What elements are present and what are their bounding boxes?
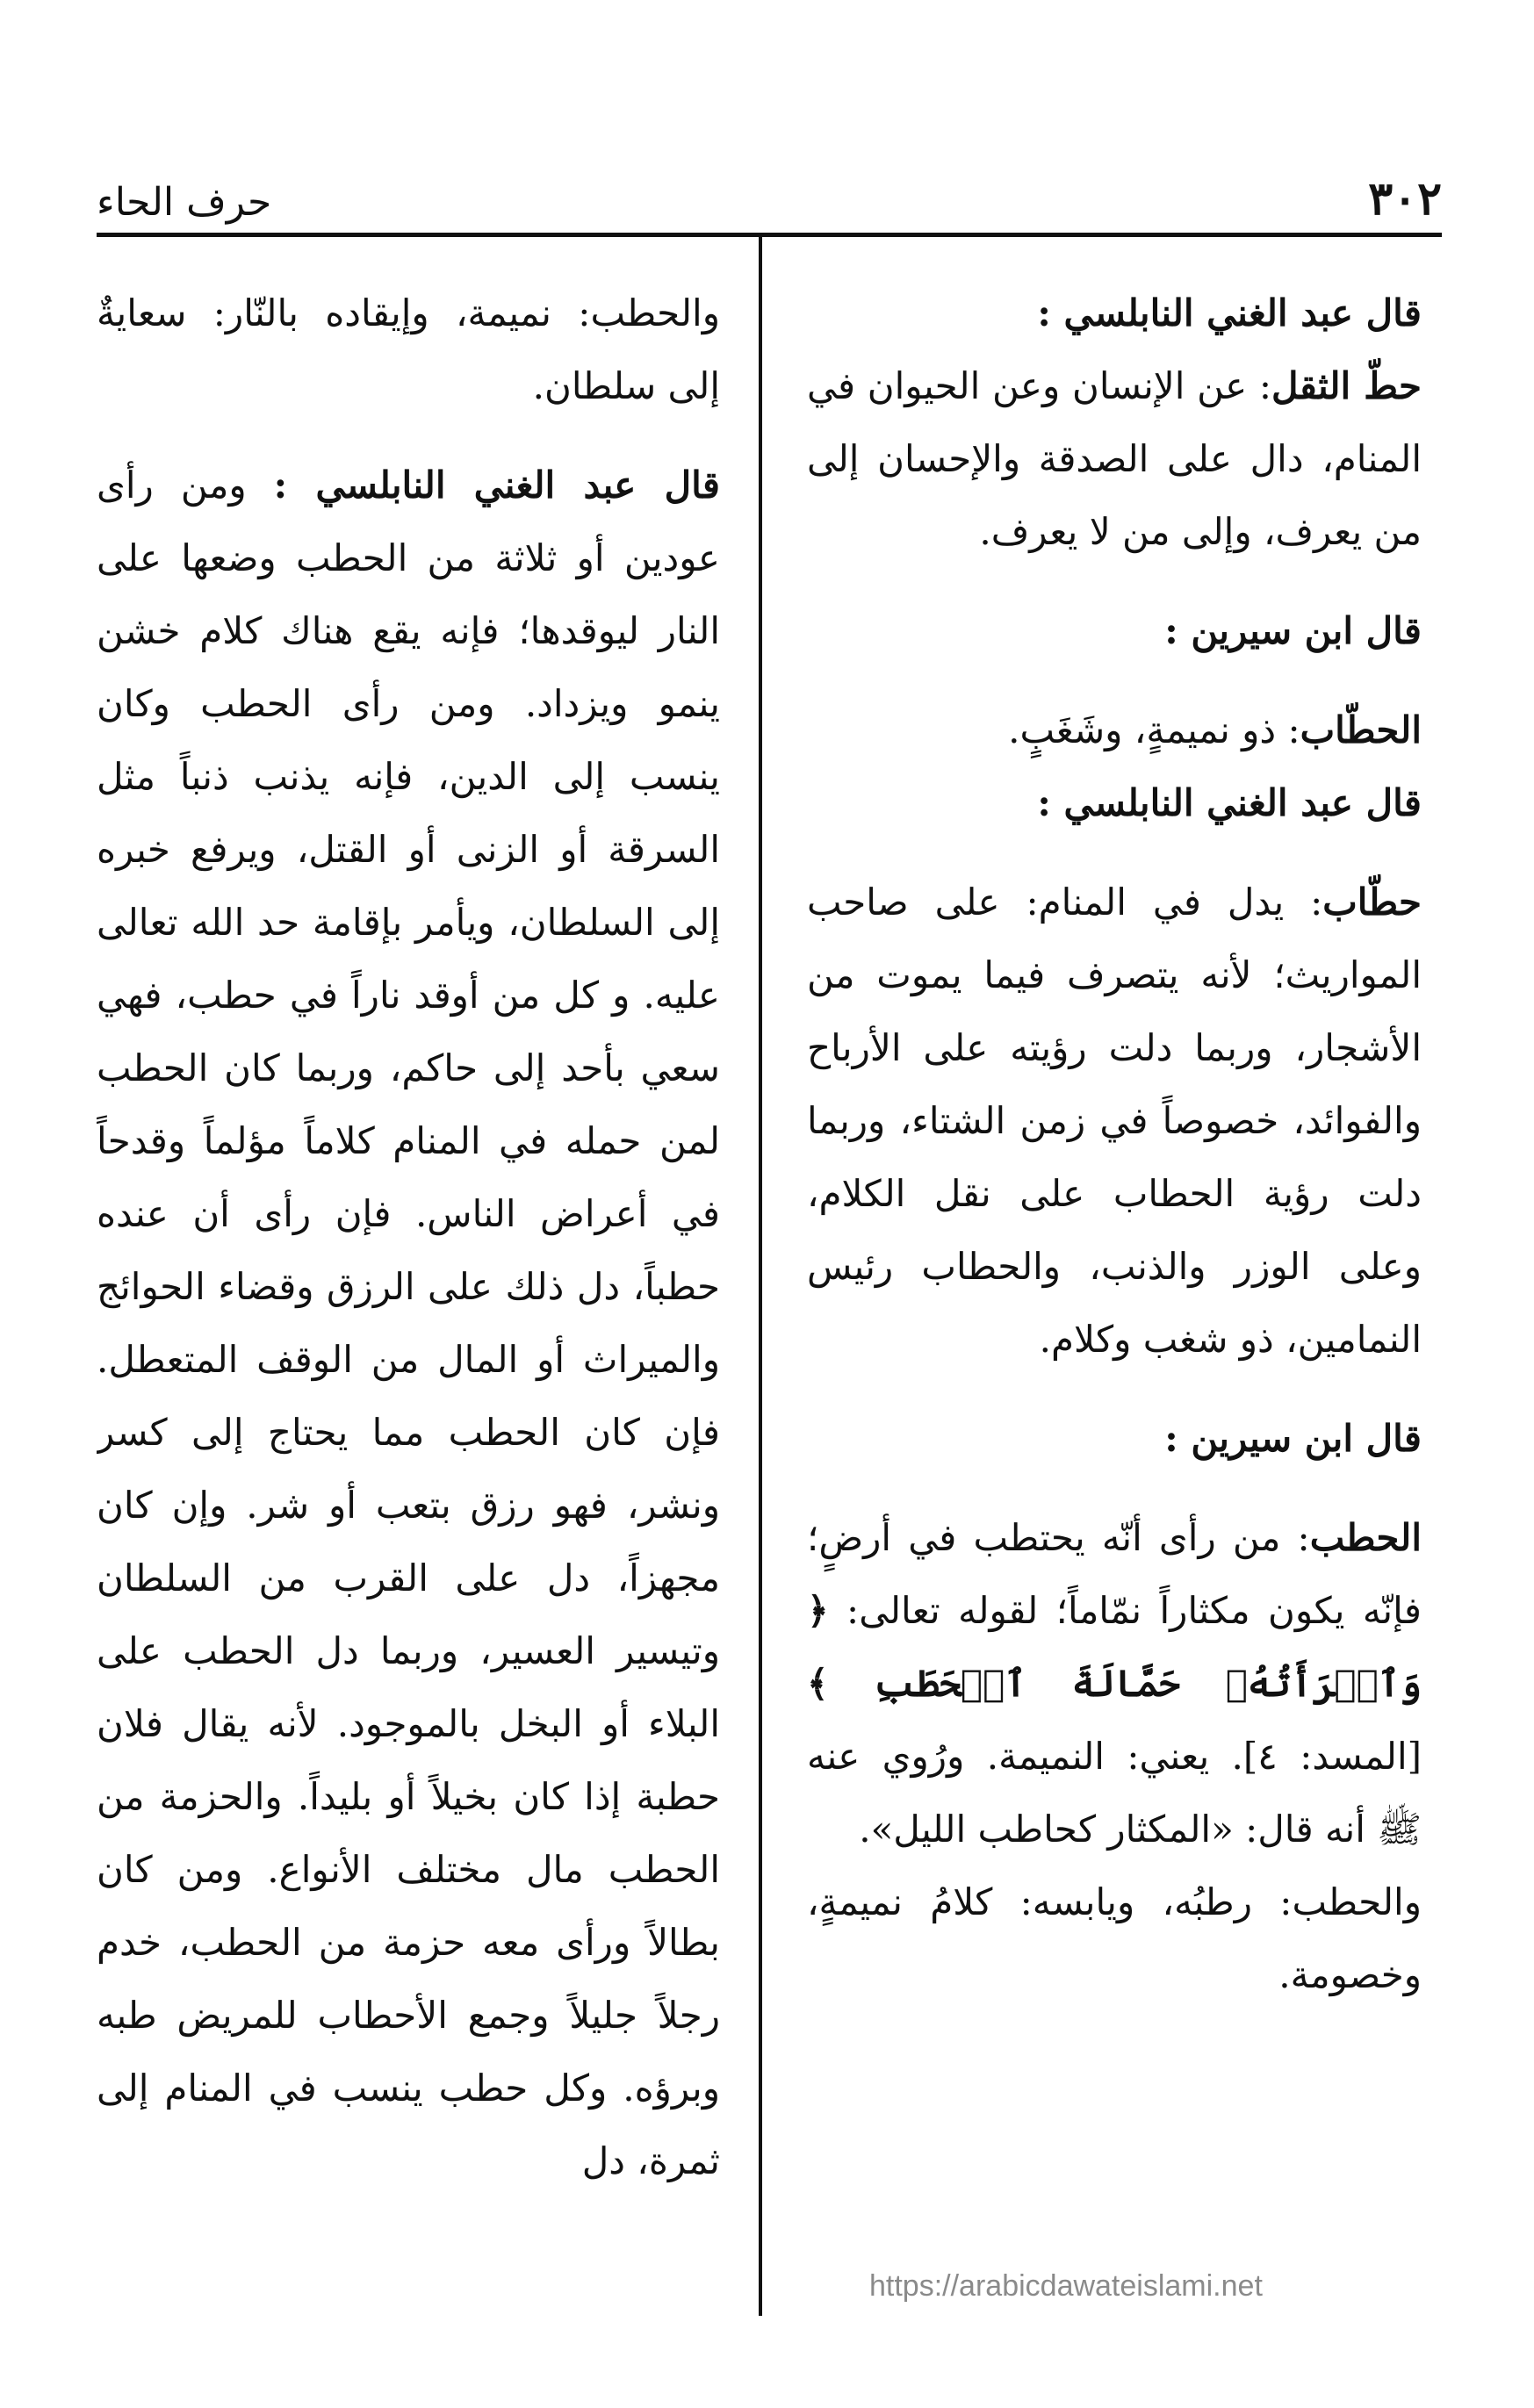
- entry-text: : من رأى أنّه يحتطب في أرضٍ؛ فإنّه يكون مكثاراً نمّاماً؛ لقوله تعالى:: [807, 1516, 1422, 1632]
- entry-term: الحطب: [1309, 1516, 1422, 1559]
- section-source: قال عبد الغني النابلسي :: [1037, 781, 1422, 824]
- entry-paragraph: والحطب: نميمة، وإيقاده بالنّار: سعايةٌ إلى سلطان.: [97, 291, 720, 407]
- entry-paragraph: [807, 866, 1422, 1376]
- entry-term: حطّ الثقل: [1271, 364, 1422, 407]
- quran-verse: ﴿ وَٱمۡرَأَتُهُۥ حَمَّالَةَ ٱلۡحَطَبِ ﴾: [807, 1589, 1422, 1705]
- chapter-title: حرف الحاء: [97, 180, 272, 225]
- entry-paragraph: والحطب: رطبُه، ويابسه: كلامُ نميمةٍ، وخصومة.: [807, 1880, 1422, 1996]
- column-divider: [759, 237, 762, 2316]
- section-source: قال ابن سيرين :: [1164, 609, 1422, 652]
- entry-term: الحطّاب: [1300, 708, 1422, 751]
- entry-text: ومن رأى عودين أو ثلاثة من الحطب وضعها على النار ليوقدها؛ فإنه يقع هناك كلام خشن ينمو ويزداد. ومن رأى الحطب وكان ينسب إلى الدين، فإنه يذنب ذنباً مثل السرقة أو الزنى أو القتل، ويرفع خبره إلى السلطان، ويأمر بإقامة حد الله تعالى عليه. و كل من أوقد ناراً في حطب، فهي سعي بأحد إلى حاكم، وربما كان الحطب لمن حمله في المنام كلاماً مؤلماً وقدحاً في أعراض الناس. فإن رأى أن عنده حطباً، دل ذلك على الرزق وقضاء الحوائج والميراث أو المال من الوقف المتعطل. فإن كان الحطب مما يحتاج إلى كسر ونشر، فهو رزق بتعب أو شر. وإن كان مجهزاً، دل على القرب من السلطان وتيسير العسير، وربما دل الحطب على البلاء أو البخل بالموجود. لأنه يقال فلان حطبة إذا كان بخيلاً أو بليداً. والحزمة من الحطب مال مختلف الأنواع. ومن كان بطالاً ورأى معه حزمة من الحطب، خدم رجلاً جليلاً وجمع الأحطاب للمريض طبه وبرؤه. وكل حطب ينسب في المنام إلى ثمرة، دل: [97, 464, 720, 2182]
- entry-text: : ذو نميمةٍ، وشَغَبٍ.: [1008, 708, 1300, 751]
- section-source: قال عبد الغني النابلسي :: [273, 464, 720, 507]
- section-source: قال ابن سيرين :: [1164, 1417, 1422, 1460]
- entry-text: : عن الإنسان وعن الحيوان في المنام، دال على الصدقة والإحسان إلى من يعرف، وإلى من لا يعرف.: [807, 364, 1422, 553]
- left-column: [97, 277, 720, 2285]
- page-header: [97, 167, 1442, 237]
- entry-text: : يدل في المنام: على صاحب المواريث؛ لأنه يتصرف فيما يموت من الأشجار، وربما دلت رؤيته على الأرباح والفوائد، خصوصاً في زمن الشتاء، وربما دلت رؤية الحطاب على نقل الكلام، وعلى الوزر والذنب، والحطاب رئيس النمامين، ذو شغب وكلام.: [807, 881, 1422, 1361]
- entry-term: حطّاب: [1322, 881, 1422, 924]
- entry-paragraph: [807, 349, 1422, 568]
- watermark-url: https://arabicdawateislami.net: [869, 2269, 1263, 2303]
- entry-paragraph: [807, 694, 1422, 766]
- right-column: [807, 277, 1422, 2285]
- entry-text: [المسد: ٤]. يعني: النميمة. ورُوي عنه ﷺ أنه قال: «المكثار كحاطب الليل».: [807, 1735, 1422, 1851]
- section-source: قال عبد الغني النابلسي :: [1037, 291, 1422, 334]
- page-number: ٣٠٢: [1368, 172, 1442, 226]
- entry-paragraph: [97, 449, 720, 2197]
- entry-paragraph: [807, 1501, 1422, 1865]
